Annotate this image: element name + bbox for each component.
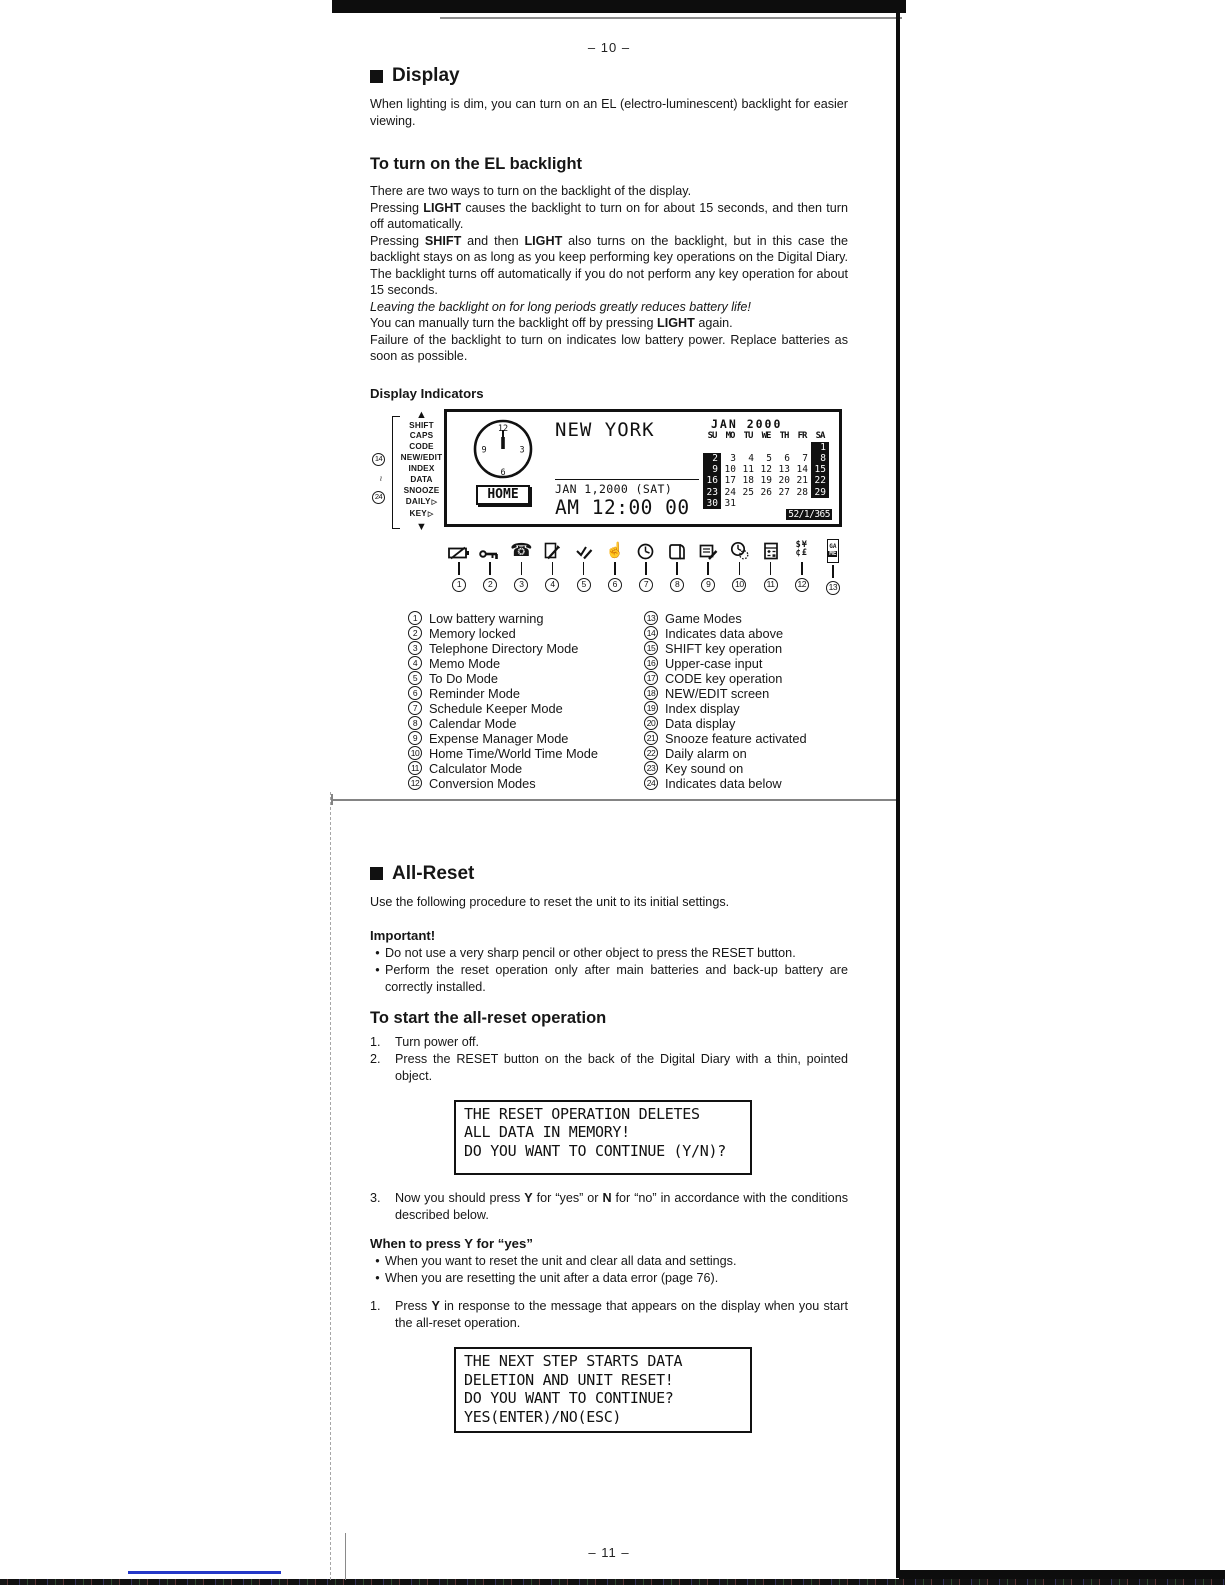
- legend-label: Data display: [665, 715, 736, 731]
- memory-lock-key-icon: [479, 539, 501, 560]
- display-intro: When lighting is dim, you can turn on an EL (electro-luminescent) backlight for easier viewing.: [370, 97, 848, 128]
- circled-number: 22: [644, 746, 658, 760]
- bullet-item: • Do not use a very sharp pencil or other object to press the RESET button.: [375, 946, 796, 960]
- paragraph-line: Leaving the backlight on for long periods greatly reduces battery life!: [370, 299, 751, 314]
- circled-number: 9: [408, 731, 422, 745]
- indicator-label: DATA: [410, 475, 433, 485]
- legend-label: Reminder Mode: [429, 685, 521, 701]
- circled-number: 6: [408, 686, 422, 700]
- bullet-item: • When you want to reset the unit and clear all data and settings.: [375, 1253, 737, 1268]
- icon-number: 1: [452, 578, 466, 592]
- black-square-icon: [370, 70, 383, 83]
- legend-item: [408, 776, 644, 791]
- circled-number: 14: [644, 626, 658, 640]
- legend-label: Conversion Modes: [429, 775, 536, 791]
- circled-number: 15: [644, 641, 658, 655]
- calendar-grid: [703, 431, 835, 510]
- icon-column-7: [633, 539, 659, 595]
- legend-label: Game Modes: [665, 610, 742, 626]
- icon-number: 7: [639, 578, 653, 592]
- paragraph-line: Pressing SHIFT and then LIGHT also turns on the backlight, but in this case the backlight stays on as long as you keep performing key operations on the Digital Diary. The backlight turns off automatically if you do not perform any key operation for about 15 seconds.: [370, 233, 848, 297]
- circled-number: 3: [408, 641, 422, 655]
- backlight-paragraphs: [370, 183, 848, 365]
- legend-label: Index display: [665, 700, 740, 716]
- legend-item: [644, 761, 807, 776]
- display-indicators-heading: Display Indicators: [370, 385, 484, 401]
- legend-item: [644, 671, 807, 686]
- icon-number: 11: [764, 578, 778, 592]
- circled-number-24: 24: [372, 491, 385, 504]
- legend-label: Key sound on: [665, 760, 744, 776]
- all-reset-heading: [370, 863, 848, 885]
- scan-blue-mark: [128, 1571, 281, 1574]
- week-day-counter: 52/1/365: [788, 508, 830, 520]
- legend-label: Memory locked: [429, 625, 516, 641]
- lcd-text-line: ALL DATA IN MEMORY!: [464, 1123, 630, 1142]
- when-press-y-heading: When to press Y for “yes”: [370, 1235, 533, 1251]
- icon-number: 13: [826, 581, 840, 595]
- start-all-reset-heading: To start the all-reset operation: [370, 1009, 607, 1028]
- calendar-page-icon: [668, 539, 686, 560]
- scan-edge-bottom-noise: [0, 1579, 1225, 1585]
- lcd-clock-area: [453, 416, 553, 521]
- reset-confirm-screen-1: [454, 1100, 752, 1176]
- display-section-heading: [370, 65, 848, 87]
- circled-number: 1: [408, 611, 422, 625]
- svg-text:12: 12: [497, 423, 509, 434]
- key-sound-icon: ▷: [427, 510, 434, 518]
- schedule-clock-icon: [637, 539, 654, 560]
- indicator-label-list: [399, 421, 444, 521]
- all-reset-title: All-Reset: [392, 862, 475, 884]
- circled-number: 11: [408, 761, 422, 775]
- icon-column-6: [602, 539, 628, 595]
- circled-number: 5: [408, 671, 422, 685]
- icon-number: 6: [608, 578, 622, 592]
- icon-column-8: [664, 539, 690, 595]
- legend-item: [644, 746, 807, 761]
- lcd-text-line: YES(ENTER)/NO(ESC): [464, 1407, 622, 1426]
- indicator-icon-row: [446, 539, 846, 595]
- icon-column-5: [571, 539, 597, 595]
- icon-column-1: [446, 539, 472, 595]
- legend-label: Home Time/World Time Mode: [429, 745, 599, 761]
- icon-number: 8: [670, 578, 684, 592]
- lcd-text-line: DO YOU WANT TO CONTINUE?: [464, 1389, 674, 1408]
- indicator-label: CAPS: [409, 431, 434, 441]
- lcd-calendar: [703, 416, 835, 521]
- important-bullets: [370, 945, 848, 995]
- legend-label: Daily alarm on: [665, 745, 747, 761]
- lcd-text-line: DO YOU WANT TO CONTINUE (Y/N)?: [464, 1141, 726, 1160]
- circled-number: 16: [644, 656, 658, 670]
- backlight-heading: To turn on the EL backlight: [370, 155, 583, 173]
- indicator-labels: [399, 409, 444, 533]
- up-triangle-icon: ▲: [416, 408, 427, 421]
- lcd-underline: [555, 479, 699, 480]
- currency-conversion-icon: $¥ ¢£: [795, 539, 808, 558]
- legend-item: [644, 626, 807, 641]
- legend-label: Upper-case input: [665, 655, 763, 671]
- circled-number: 20: [644, 716, 658, 730]
- all-reset-intro: Use the following procedure to reset the unit to its initial settings.: [370, 894, 730, 909]
- legend-item: [408, 641, 644, 656]
- calendar-week-row: 30 31: [703, 498, 835, 509]
- legend-item: [408, 701, 644, 716]
- calendar-week-row: 2 3 4 5 6 7 8: [703, 453, 835, 464]
- lcd-time-area: [553, 416, 703, 521]
- page-number-top: – 10 –: [587, 40, 631, 55]
- content-column: [370, 40, 848, 1448]
- icon-column-11: [758, 539, 784, 595]
- memo-icon: [543, 539, 561, 560]
- circled-number: 10: [408, 746, 422, 760]
- display-section-title: Display: [392, 65, 460, 86]
- icon-number: 5: [577, 578, 591, 592]
- circled-number-14: 14: [372, 453, 385, 466]
- icon-number: 9: [701, 578, 715, 592]
- scan-edge-top-shadow: [440, 17, 902, 19]
- legend-right-column: [644, 611, 807, 791]
- paragraph-line: Failure of the backlight to turn on indicates low battery power. Replace batteries as soon as possible.: [370, 332, 848, 363]
- calendar-day-names: SU MO TU WE TH FR SA: [707, 430, 825, 441]
- scan-left-margin-dashes: [330, 792, 331, 1580]
- calendar-week-row: 16 17 18 19 20 21 22: [703, 475, 835, 486]
- circled-number: 21: [644, 731, 658, 745]
- icon-number: 4: [545, 578, 559, 592]
- circled-number: 7: [408, 701, 422, 715]
- paragraph-line: Pressing LIGHT causes the backlight to turn on for about 15 seconds, and then turn off automatically.: [370, 200, 848, 231]
- icon-column-12: [789, 539, 815, 595]
- legend-item: [644, 686, 807, 701]
- lcd-indicator-strip: [370, 409, 444, 533]
- calendar-week-row: 1: [703, 442, 835, 453]
- circled-number: 19: [644, 701, 658, 715]
- legend-label: Calendar Mode: [429, 715, 517, 731]
- lcd-text-line: THE RESET OPERATION DELETES: [464, 1104, 700, 1123]
- daily-alarm-icon: ▷: [431, 498, 438, 506]
- city-name: NEW YORK: [555, 418, 655, 441]
- legend-item: [408, 746, 644, 761]
- indicator-range-markers: [370, 409, 390, 533]
- bullet-item: • Perform the reset operation only after main batteries and back-up battery are correctly installed.: [375, 962, 848, 994]
- date-readout: JAN 1,2000 (SAT): [555, 481, 673, 496]
- legend-label: Calculator Mode: [429, 760, 523, 776]
- scan-left-margin-line: [345, 1533, 346, 1580]
- lcd-text-line: DELETION AND UNIT RESET!: [464, 1370, 674, 1389]
- paragraph-line: You can manually turn the backlight off by pressing LIGHT again.: [370, 316, 733, 330]
- icon-number: 12: [795, 578, 809, 592]
- indicator-label: SHIFT: [409, 420, 434, 430]
- down-triangle-icon: ▼: [416, 520, 427, 533]
- legend-item: [408, 656, 644, 671]
- legend-item: [644, 611, 807, 626]
- calendar-month-header: JAN 2000: [711, 416, 783, 431]
- paragraph-line: There are two ways to turn on the backlight of the display.: [370, 184, 692, 198]
- all-reset-section: [370, 863, 848, 1434]
- circled-number: 12: [408, 776, 422, 790]
- legend-item: [644, 731, 807, 746]
- game-mode-icon: GA ME: [827, 539, 839, 563]
- press-y-step: 1. Press Y in response to the message that appears on the display when you start the all-reset operation.: [370, 1299, 848, 1331]
- scan-page-edge-right: [896, 0, 900, 1578]
- legend-item: [408, 761, 644, 776]
- icon-number: 10: [732, 578, 746, 592]
- legend-label: Schedule Keeper Mode: [429, 700, 563, 716]
- legend-label: Expense Manager Mode: [429, 730, 569, 746]
- low-battery-icon: [448, 539, 470, 560]
- indicator-label: INDEX: [408, 464, 435, 474]
- circled-number: 24: [644, 776, 658, 790]
- circled-number: 18: [644, 686, 658, 700]
- time-readout: AM 12:00 00: [555, 495, 690, 519]
- icon-column-10: [726, 539, 752, 595]
- legend-item: [408, 716, 644, 731]
- circled-number: 8: [408, 716, 422, 730]
- icon-column-2: [477, 539, 503, 595]
- icon-number: 2: [483, 578, 497, 592]
- lcd-diagram: [370, 409, 848, 533]
- range-squiggle: ~: [374, 475, 386, 481]
- important-heading: Important!: [370, 928, 436, 943]
- calendar-week-row: 23 24 25 26 27 28 29: [703, 487, 835, 498]
- legend-label: Snooze feature activated: [665, 730, 807, 746]
- black-square-icon: [370, 867, 383, 880]
- legend-item: [644, 701, 807, 716]
- legend-item: [408, 671, 644, 686]
- display-section: [370, 65, 848, 791]
- page-divider-tick: [331, 794, 333, 805]
- legend-label: CODE key operation: [665, 670, 783, 686]
- svg-text:9: 9: [481, 445, 487, 455]
- circled-number: 4: [408, 656, 422, 670]
- indicator-label: DAILY▷: [405, 496, 438, 506]
- reset-confirm-screen-2: [454, 1347, 752, 1433]
- icon-column-3: [508, 539, 534, 595]
- circled-number: 13: [644, 611, 658, 625]
- when-press-y-bullets: [370, 1253, 848, 1287]
- analog-clock-icon: [470, 416, 536, 482]
- legend-item: [644, 656, 807, 671]
- reminder-hand-icon: ☝: [605, 541, 625, 559]
- legend-item: [644, 776, 807, 791]
- legend-item: [408, 611, 644, 626]
- icon-column-4: [539, 539, 565, 595]
- todo-check-icon: [575, 539, 593, 560]
- legend-item: [644, 641, 807, 656]
- icon-column-13: [820, 539, 846, 595]
- indicator-legend: [408, 611, 848, 791]
- legend-label: Indicates data above: [665, 625, 784, 641]
- indicator-label: CODE: [409, 442, 434, 452]
- telephone-icon: ☎: [510, 539, 533, 560]
- circled-number: 17: [644, 671, 658, 685]
- calendar-week-row: 9 10 11 12 13 14 15: [703, 464, 835, 475]
- step-3: 3. Now you should press Y for “yes” or N for “no” in accordance with the conditions described below.: [370, 1191, 848, 1223]
- scan-edge-top: [332, 0, 906, 13]
- bullet-item: • When you are resetting the unit after a data error (page 76).: [375, 1270, 719, 1285]
- legend-item: [644, 716, 807, 731]
- legend-label: To Do Mode: [429, 670, 498, 686]
- lcd-text-line: THE NEXT STEP STARTS DATA: [464, 1352, 683, 1371]
- legend-label: Memo Mode: [429, 655, 501, 671]
- indicator-label: SNOOZE: [403, 485, 440, 495]
- legend-label: NEW/EDIT screen: [665, 685, 770, 701]
- home-label: HOME: [476, 485, 529, 505]
- step-2: 2. Press the RESET button on the back of the Digital Diary with a thin, pointed object.: [370, 1052, 848, 1083]
- legend-left-column: [408, 611, 644, 791]
- legend-label: Indicates data below: [665, 775, 782, 791]
- page-number-bottom: – 11 –: [588, 1545, 630, 1560]
- circled-number: 2: [408, 626, 422, 640]
- legend-item: [408, 626, 644, 641]
- indicator-label: KEY▷: [409, 508, 434, 518]
- icon-column-9: [695, 539, 721, 595]
- legend-label: SHIFT key operation: [665, 640, 783, 656]
- icon-number: 3: [514, 578, 528, 592]
- indicator-label: NEW/EDIT: [400, 453, 443, 463]
- svg-text:6: 6: [500, 467, 506, 478]
- legend-item: [408, 731, 644, 746]
- lcd-screen-mockup: [444, 409, 842, 527]
- legend-label: Telephone Directory Mode: [429, 640, 579, 656]
- circled-number: 23: [644, 761, 658, 775]
- world-time-icon: [730, 539, 749, 560]
- calculator-icon: [763, 539, 779, 560]
- step-1: 1. Turn power off.: [370, 1035, 479, 1050]
- legend-item: [408, 686, 644, 701]
- svg-text:3: 3: [519, 445, 525, 455]
- legend-label: Low battery warning: [429, 610, 544, 626]
- expense-manager-icon: [699, 539, 718, 560]
